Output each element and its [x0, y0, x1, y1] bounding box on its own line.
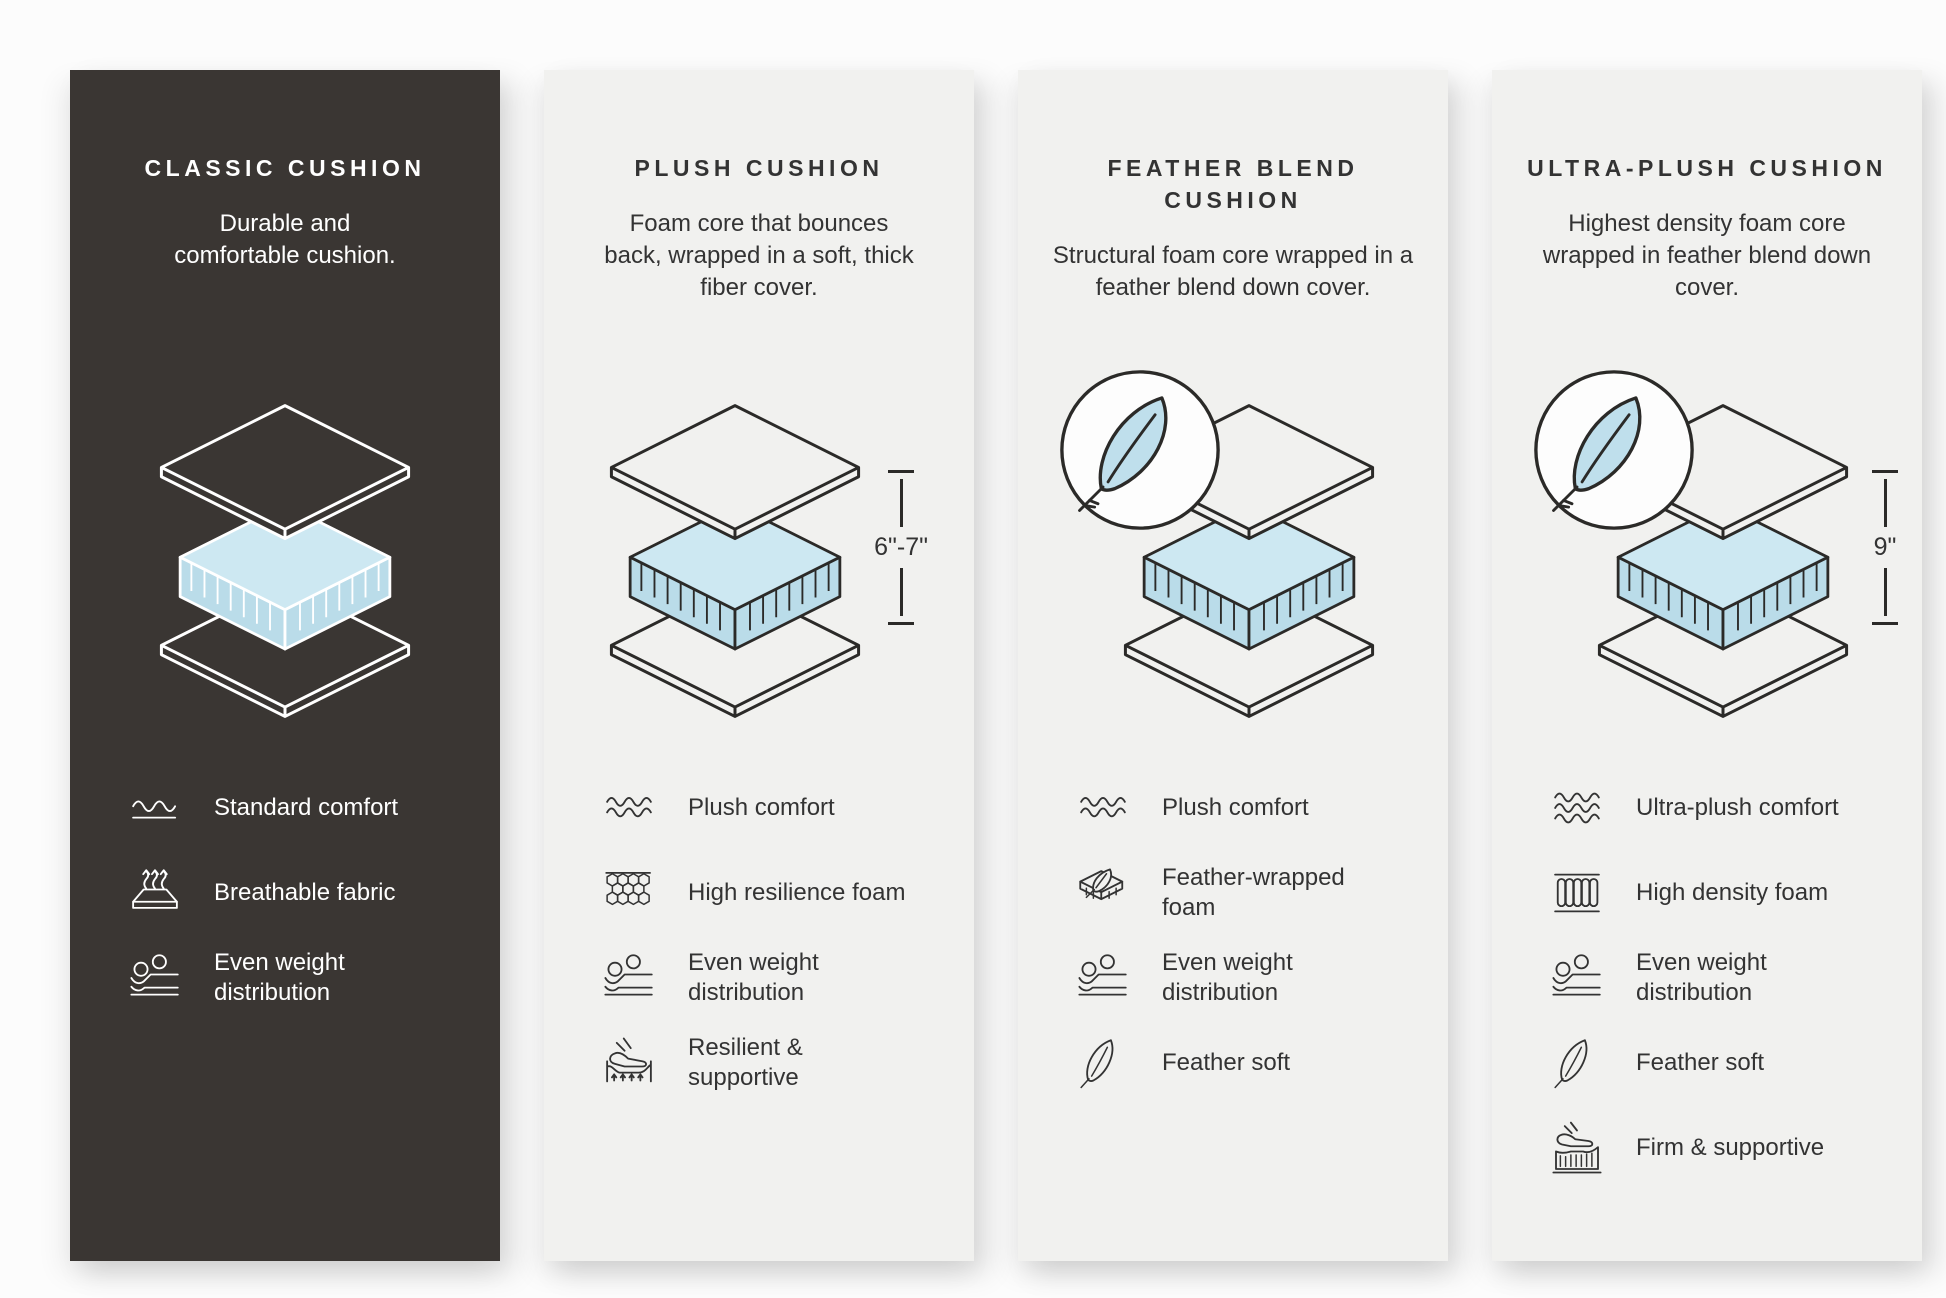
panel-title: CLASSIC CUSHION [144, 155, 426, 181]
weight-distribution-icon [127, 950, 183, 1006]
feature-item [598, 765, 956, 850]
feature-list [1546, 765, 1904, 1190]
feature-item [1546, 1105, 1904, 1190]
feature-label: Feather-wrapped foam [1162, 864, 1345, 921]
height-measurement: 6"-7" [874, 533, 928, 561]
plush-wave-icon [601, 780, 657, 836]
feature-label: Feather soft [1636, 1048, 1765, 1076]
height-ruler [1872, 470, 1898, 625]
feather-badge-icon [1530, 366, 1698, 534]
ultra-plush-wave-icon [1549, 780, 1605, 836]
feature-item [124, 765, 482, 850]
plush-wave-icon [1075, 780, 1131, 836]
feature-item [1546, 935, 1904, 1020]
cushion-diagram [1492, 400, 1922, 750]
panel-header [1018, 70, 1448, 304]
panel-ultra-plush-cushion [1492, 70, 1922, 1261]
feature-label: Even weight distribution [1162, 949, 1293, 1006]
cushion-diagram [544, 400, 974, 750]
feature-label: Resilient & supportive [688, 1034, 803, 1091]
cushion-diagram [70, 400, 500, 750]
panel-description: Structural foam core wrapped in a feather blend down cover. [1052, 242, 1414, 302]
feature-item [1546, 765, 1904, 850]
feather-badge-icon [1056, 366, 1224, 534]
ruler-top-cap [1872, 470, 1898, 473]
feature-label: Standard comfort [214, 793, 399, 821]
cushion-layers-illustration [135, 400, 435, 723]
cushion-layers-illustration [585, 400, 885, 723]
panel-classic-cushion [70, 70, 500, 1261]
feature-label: Feather soft [1162, 1048, 1291, 1076]
feature-item [1546, 850, 1904, 935]
feature-label: Plush comfort [688, 793, 835, 821]
feature-item [1072, 765, 1430, 850]
feature-label: Even weight distribution [688, 949, 819, 1006]
panel-row [70, 70, 1922, 1261]
panel-description: Durable and comfortable cushion. [174, 210, 396, 269]
feature-label: High resilience foam [688, 878, 906, 906]
feature-label: Breathable fabric [214, 878, 396, 906]
ruler-top-cap [888, 470, 914, 473]
feature-label: Ultra-plush comfort [1636, 793, 1839, 821]
panel-description: Highest density foam core wrapped in feather blend down cover. [1542, 210, 1872, 301]
height-measurement: 9" [1873, 533, 1897, 561]
weight-distribution-icon [601, 950, 657, 1006]
height-ruler [874, 470, 928, 625]
density-foam-icon [1549, 865, 1605, 921]
feature-item [1072, 1020, 1430, 1105]
feature-item [1546, 1020, 1904, 1105]
feather-foam-icon [1075, 865, 1131, 921]
panel-header [70, 70, 500, 272]
feature-item [598, 1020, 956, 1105]
feature-item [1072, 850, 1430, 935]
feature-label: High density foam [1636, 878, 1829, 906]
cushion-diagram [1018, 400, 1448, 750]
feature-list [124, 765, 482, 1020]
feature-list [598, 765, 956, 1105]
panel-title: PLUSH CUSHION [634, 155, 884, 181]
panel-plush-cushion [544, 70, 974, 1261]
ruler-bottom-cap [888, 622, 914, 625]
panel-description: Foam core that bounces back, wrapped in a soft, thick fiber cover. [604, 210, 914, 301]
feather-icon [1549, 1035, 1605, 1091]
feature-label: Even weight distribution [1636, 949, 1767, 1006]
feature-item [124, 935, 482, 1020]
comfort-wave-icon [127, 780, 183, 836]
feature-label: Even weight distribution [214, 949, 345, 1006]
feature-item [124, 850, 482, 935]
feather-icon [1075, 1035, 1131, 1091]
panel-header [544, 70, 974, 303]
weight-distribution-icon [1549, 950, 1605, 1006]
panel-feather-blend-cushion [1018, 70, 1448, 1261]
breathable-icon [127, 865, 183, 921]
feature-item [598, 850, 956, 935]
feature-item [1072, 935, 1430, 1020]
ruler-bottom-cap [1872, 622, 1898, 625]
firm-press-icon [1549, 1120, 1605, 1176]
feature-item [598, 935, 956, 1020]
panel-header [1492, 70, 1922, 303]
weight-distribution-icon [1075, 950, 1131, 1006]
panel-title: FEATHER BLEND CUSHION [1107, 155, 1359, 214]
feature-list [1072, 765, 1430, 1105]
resilient-press-icon [601, 1035, 657, 1091]
feature-label: Firm & supportive [1636, 1133, 1825, 1161]
feature-label: Plush comfort [1162, 793, 1309, 821]
panel-title: ULTRA-PLUSH CUSHION [1527, 155, 1887, 181]
honeycomb-foam-icon [601, 865, 657, 921]
